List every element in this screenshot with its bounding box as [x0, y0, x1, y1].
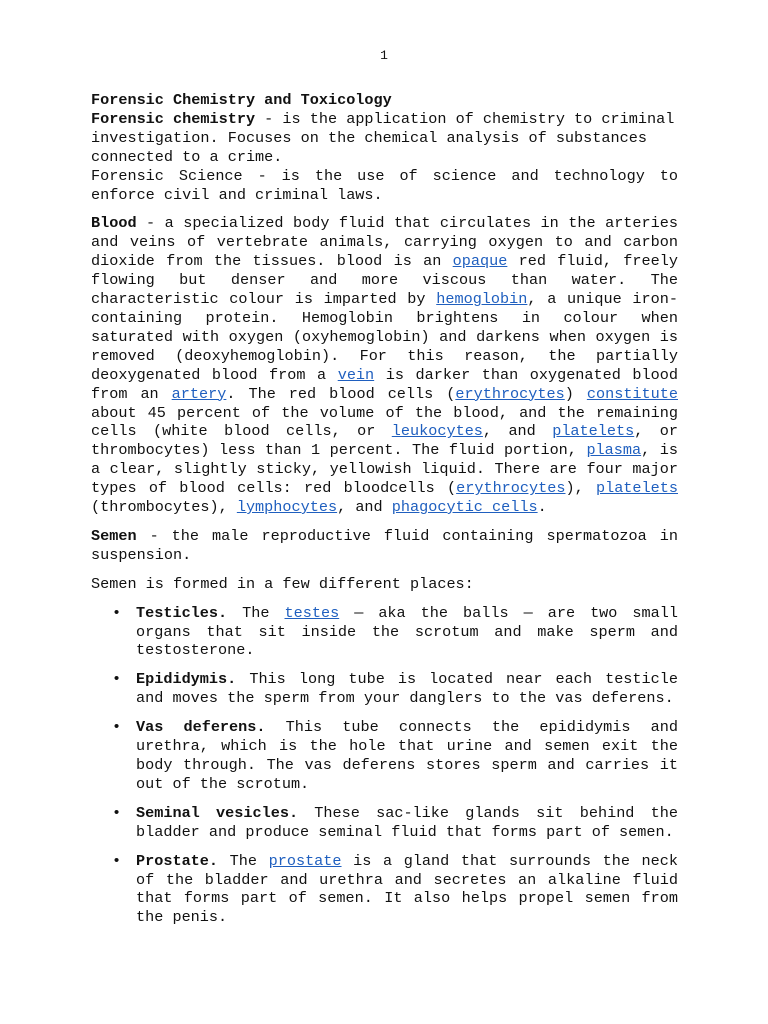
semen-intro: Semen is formed in a few different places:	[91, 574, 474, 593]
blood-text: , or thrombocytes) less than 1 percent. The fluid portion,	[91, 422, 678, 460]
blood-text: .	[537, 498, 547, 517]
list-item-seminal-vesicles	[91, 804, 678, 842]
blood-text: about 45 percent of the volume of the blood, and the remaining cells (white blood cells, or	[91, 403, 678, 441]
blood-text: , is a clear, slightly sticky, yellowish liquid. There are four major types of blood cells: red bloodcells (	[91, 441, 678, 498]
item-text: The	[218, 851, 269, 870]
link-leukocytes[interactable]: leukocytes	[391, 422, 483, 441]
blood-text: ),	[565, 479, 596, 498]
blood-text: , and	[482, 422, 553, 441]
item-text: The	[227, 603, 285, 622]
term-blood: Blood	[91, 214, 137, 233]
list-item-prostate	[91, 852, 678, 928]
link-hemoglobin[interactable]: hemoglobin	[436, 290, 528, 309]
forensic-chemistry-definition	[91, 110, 678, 167]
item-term: Seminal vesicles.	[136, 803, 299, 822]
link-testes[interactable]: testes	[284, 603, 340, 622]
item-term: Prostate.	[136, 851, 219, 870]
link-prostate[interactable]: prostate	[268, 851, 342, 870]
item-term: Epididymis.	[136, 670, 237, 689]
link-plasma[interactable]: plasma	[586, 441, 642, 460]
term-forensic-chemistry: Forensic chemistry	[91, 109, 256, 128]
page-number: 1	[380, 48, 388, 63]
term-semen: Semen	[91, 526, 137, 545]
link-platelets-2[interactable]: platelets	[595, 479, 678, 498]
blood-text: - a specialized body fluid that circulates in the arteries and veins of vertebrate animals, carrying oxygen to and carbon dioxide from the tissues. blood is an	[91, 214, 678, 271]
bullet-icon: •	[112, 670, 122, 689]
definition-text: - is the application of chemistry to criminal investigation. Focuses on the chemical analysis of substances connected to a crime.	[91, 109, 675, 166]
list-item-vas-deferens	[91, 718, 678, 794]
bullet-icon: •	[112, 803, 122, 822]
link-artery[interactable]: artery	[171, 384, 227, 403]
semen-paragraph	[91, 527, 678, 565]
link-vein[interactable]: vein	[337, 365, 375, 384]
link-erythrocytes[interactable]: erythrocytes	[455, 384, 565, 403]
link-constitute[interactable]: constitute	[586, 384, 678, 403]
blood-text: (thrombocytes),	[91, 498, 237, 517]
list-item-epididymis	[91, 670, 678, 708]
blood-text: )	[564, 384, 587, 403]
semen-text: - the male reproductive fluid containing spermatozoa in suspension.	[91, 526, 678, 564]
item-term: Vas deferens.	[136, 718, 266, 737]
blood-text: is darker than oxygenated blood from an	[91, 365, 678, 403]
forensic-science-definition: Forensic Science - is the use of science and technology to enforce civil and criminal laws.	[91, 166, 678, 204]
blood-text: , and	[337, 498, 392, 517]
list-item-testicles	[91, 604, 678, 661]
link-erythrocytes-2[interactable]: erythrocytes	[456, 479, 566, 498]
bullet-icon: •	[112, 851, 122, 870]
semen-sources-list	[91, 604, 678, 928]
link-opaque[interactable]: opaque	[452, 252, 508, 271]
item-text: is a gland that surrounds the neck of the bladder and urethra and secretes an alkaline fluid that forms part of semen. It also helps propel semen from the penis.	[136, 851, 678, 927]
blood-text: , a unique iron-containing protein. Hemoglobin brightens in colour when saturated with oxygen (oxyhemoglobin) and darkens when oxygen is removed (deoxyhemoglobin). For this reason, the partially deoxygenated blood from a	[91, 290, 679, 384]
blood-text: . The red blood cells (	[226, 384, 456, 403]
item-text: This tube connects the epididymis and urethra, which is the hole that urine and semen exit the body through. The vas deferens stores sperm and carries it out of the scrotum.	[136, 718, 678, 793]
item-text: — aka the balls — are two small organs that sit inside the scrotum and make sperm and testosterone.	[136, 603, 678, 660]
bullet-icon: •	[112, 718, 122, 737]
document-body	[91, 91, 678, 937]
item-term: Testicles.	[136, 603, 228, 622]
link-platelets[interactable]: platelets	[552, 422, 635, 441]
title-text: Forensic Chemistry and Toxicology	[91, 91, 392, 109]
document-title	[91, 91, 678, 110]
bullet-icon: •	[112, 603, 122, 622]
blood-paragraph	[91, 214, 678, 517]
blood-text: red fluid, freely flowing but denser and more viscous than water. The characteristic colour is imparted by	[91, 252, 678, 309]
item-text: This long tube is located near each testicle and moves the sperm from your danglers to the vas deferens.	[136, 670, 678, 708]
link-lymphocytes[interactable]: lymphocytes	[236, 498, 338, 517]
link-phagocytic-cells[interactable]: phagocytic cells	[391, 498, 538, 517]
item-text: These sac-like glands sit behind the bladder and produce seminal fluid that forms part of semen.	[136, 803, 678, 841]
